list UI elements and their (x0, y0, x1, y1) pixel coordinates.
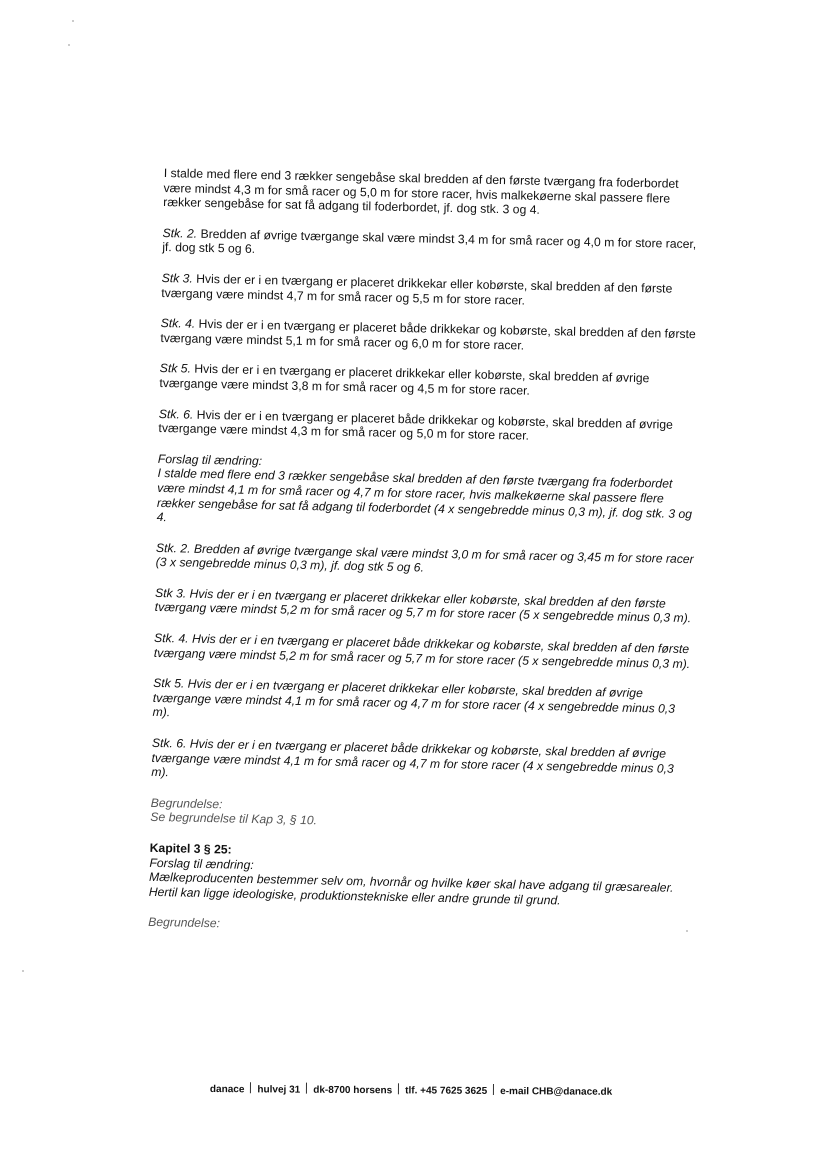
paragraph-text: Hvis der er i en tværgang er placeret drikkekar eller kobørste, skal bredden af den første tværgang være mindst 4,7 m for små racer og 5,5 m for store racer. (161, 271, 676, 308)
stk-label: Stk. 2. (162, 225, 198, 241)
proposal-heading: Forslag til ændring: (157, 451, 263, 468)
letterhead-footer (210, 1082, 650, 1098)
rationale-section (150, 796, 688, 836)
proposal-paragraph-5: Stk 5. Hvis der er i en tværgang er placeret drikkekar eller kobørste, skal bredden af øvrige tværgange være mindst 4,1 m for små racer og 4,7 m for store racer (4 x sengebredde minus 0,3 m). (152, 676, 679, 720)
stk-label: Stk. 4. (160, 316, 196, 331)
footer-company: danace (209, 1084, 245, 1096)
paragraph-text: Hvis der er i en tværgang er placeret drikkekar eller kobørste, skal bredden af øvrige tværgange være mindst 3,8 m for små racer og 4,5 m for store racer. (159, 361, 653, 398)
proposal-paragraph-1: I stalde med flere end 3 rækker sengebåse skal bredden af den første tværgang fra foderbordet være mindst 4,1 m for små racer og 4,7 m for store racer, hvis malkekøerne skal passere flere rækker sengebåse for sat få adgang til foderbordet (4 x sengebredde minus 0,3 m), jf. dog stk. 3 og 4. (156, 466, 696, 525)
proposal-paragraph-6: Stk. 6. Hvis der er i en tværgang er placeret både drikkekar og kobørste, skal bredden af øvrige tværgange være mindst 4,1 m for små racer og 4,7 m for store racer (4 x sengebredde minus 0,3 m). (151, 735, 678, 780)
regulation-paragraph-2 (162, 226, 700, 266)
footer-divider (493, 1084, 494, 1095)
regulation-paragraph-4 (160, 316, 698, 356)
chapter-section (148, 841, 688, 941)
regulation-paragraph-1: I stalde med flere end 3 rækker sengebåse skal bredden af den første tværgang fra foderbordet være mindst 4,3 m for små racer og 5,0 m for store racer, hvis malkekøerne skal passere flere rækker sengebåse for sat få adgang til foderbordet, jf. dog stk. 3 og 4. (163, 166, 683, 218)
proposal-section (151, 452, 696, 791)
stk-label: Stk 3. (161, 270, 193, 286)
footer-divider (398, 1083, 399, 1094)
footer-city: dk-8700 horsens (313, 1084, 393, 1097)
scan-speck (68, 44, 70, 46)
chapter-proposal-text: Mælkeproducenten bestemmer selv om, hvornår og hvilke køer skal have adgang til græsarealer. Hertil kan ligge ideologiske, produktionstekniske eller andre grunde til grund. (148, 870, 678, 908)
regulation-paragraph-5 (159, 361, 697, 401)
proposal-paragraph-3: Stk 3. Hvis der er i en tværgang er placeret drikkekar eller kobørste, skal bredden af den første tværgang være mindst 5,2 m for små racer og 5,7 m for store racer (5 x sengebredde minus 0,3 m). (154, 585, 692, 626)
proposal-paragraph-4: Stk. 4. Hvis der er i en tværgang er placeret både drikkekar og kobørste, skal bredden af den første tværgang være mindst 5,2 m for små racer og 5,7 m for store racer (5 x sengebredde minus 0,3 m). (153, 630, 693, 671)
regulation-paragraph-3 (161, 271, 699, 311)
proposal-paragraph-2: Stk. 2. Bredden af øvrige tværgange skal være mindst 3,0 m for små racer og 3,45 m for store racer (3 x sengebredde minus 0,3 m), jf. dog stk 5 og 6. (155, 540, 698, 575)
stk-label: Stk. 6. (158, 406, 194, 422)
rationale-text: Se begrundelse til Kap 3, § 10. (150, 810, 318, 828)
scan-speck (22, 970, 24, 972)
footer-divider (250, 1082, 251, 1093)
scan-speck (72, 20, 74, 22)
scan-speck (686, 930, 688, 932)
footer-email: e-mail CHB@danace.dk (500, 1086, 613, 1098)
stk-label: Stk 5. (159, 361, 192, 376)
chapter-proposal-label: Forslag til ændring: (149, 855, 254, 872)
document-body (148, 166, 702, 957)
chapter-heading: Kapitel 3 § 25: (149, 840, 232, 857)
paragraph-text: Hvis der er i en tværgang er placeret både drikkekar og kobørste, skal bredden af den første tværgang være mindst 5,1 m for små racer og 6,0 m for store racer. (160, 316, 700, 353)
paragraph-text: Hvis der er i en tværgang er placeret både drikkekar og kobørste, skal bredden af øvrige tværgange være mindst 4,3 m for små racer og 5,0 m for store racer. (158, 407, 677, 443)
footer-street: hulvej 31 (257, 1084, 301, 1096)
footer-phone: tlf. +45 7625 3625 (405, 1085, 488, 1097)
footer-divider (306, 1083, 307, 1094)
rationale-label: Begrundelse: (150, 795, 223, 812)
paragraph-text: Bredden af øvrige tværgange skal være mindst 3,4 m for små racer og 4,0 m for store racer, jf. dog stk 5 og 6. (162, 226, 700, 257)
chapter-rationale-label: Begrundelse: (148, 915, 221, 931)
regulation-paragraph-6 (158, 406, 696, 446)
